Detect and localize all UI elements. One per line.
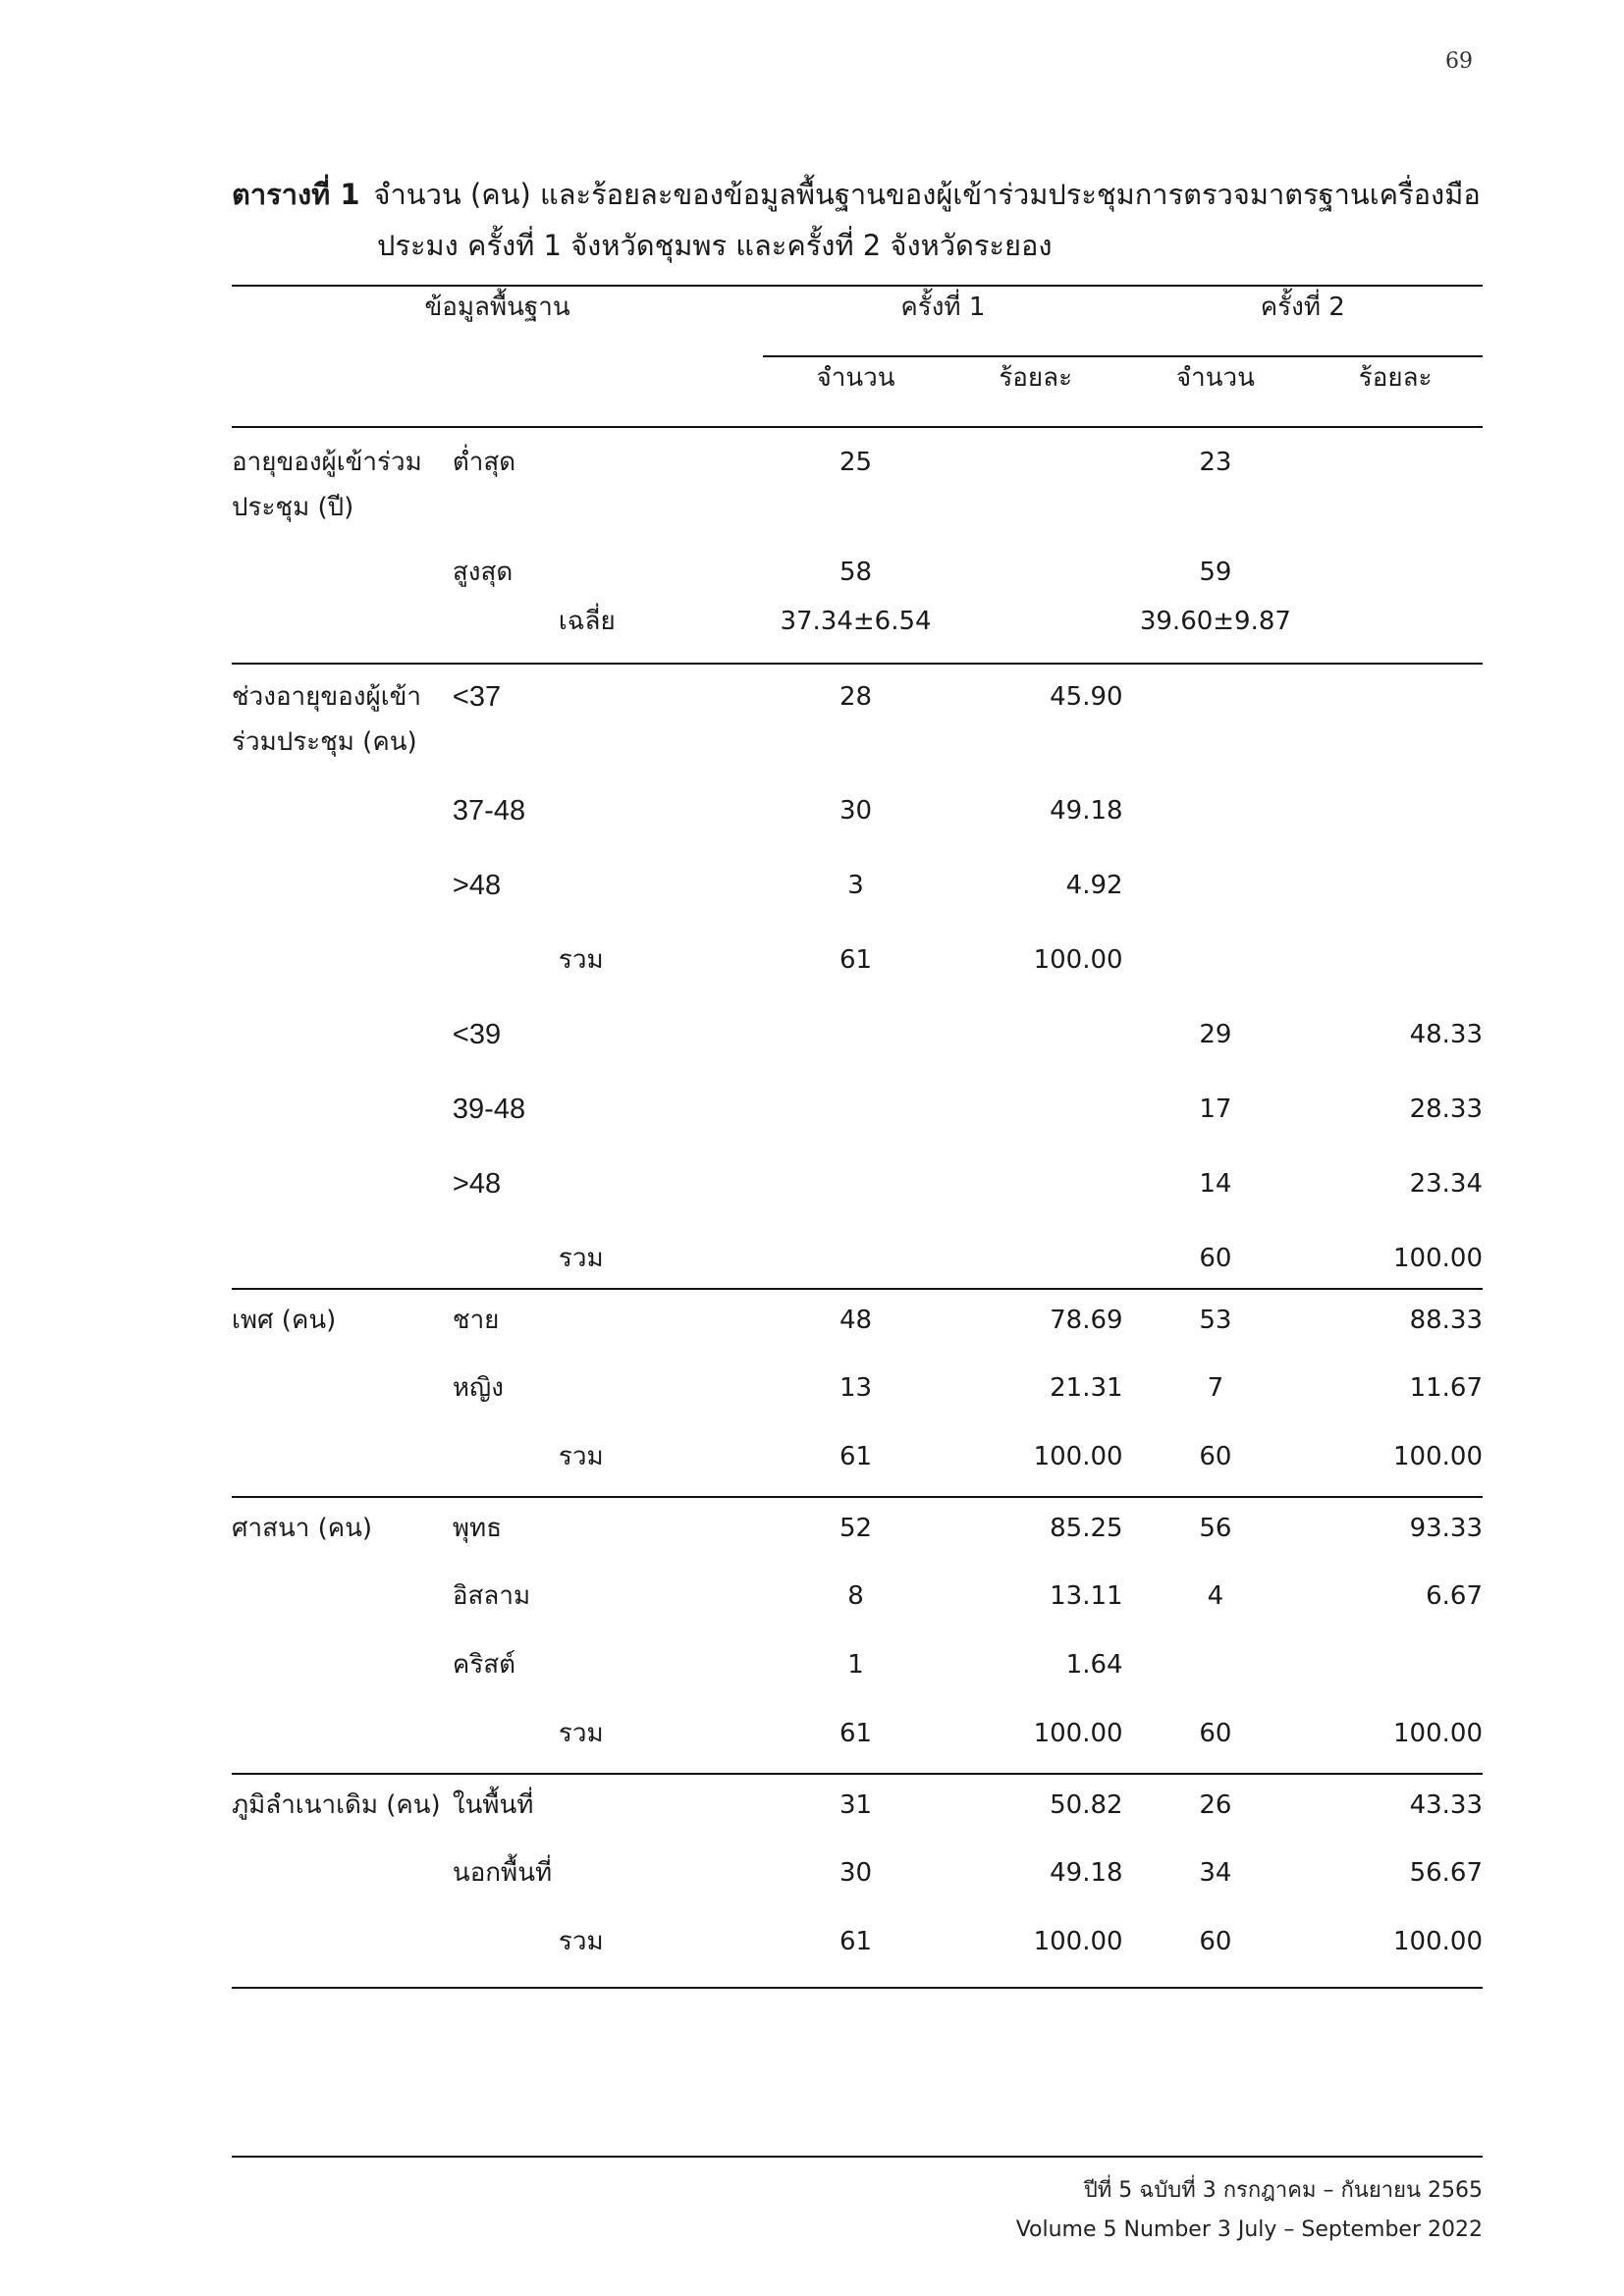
cell-count: 60 (1199, 1719, 1232, 1748)
category-age: อายุของผู้เข้าร่วมประชุม (ปี) (232, 448, 422, 522)
cell-count: 60 (1199, 1442, 1232, 1471)
cell-count: 25 (839, 448, 873, 477)
cell-percent: 50.82 (1050, 1790, 1123, 1820)
row-label: ชาย (452, 1306, 500, 1335)
category-domicile: ภูมิลำเนาเดิม (คน) (232, 1790, 441, 1820)
cell-percent: 28.33 (1409, 1095, 1483, 1124)
cell-count: 3 (847, 871, 864, 900)
row-label: >48 (452, 870, 502, 901)
header-percent-2: ร้อยละ (1358, 363, 1433, 393)
footer (1016, 2171, 1483, 2250)
cell-count: 48 (839, 1306, 873, 1335)
cell-count: 23 (1199, 448, 1232, 477)
row-label: ต่ำสุด (452, 448, 516, 477)
cell-percent: 49.18 (1050, 1858, 1123, 1888)
category-religion: ศาสนา (คน) (232, 1514, 373, 1543)
row-label-total: รวม (558, 1719, 604, 1748)
table-label: ตารางที่ 1 (232, 178, 360, 211)
cell-count: 58 (839, 558, 873, 587)
table-row (232, 1774, 1483, 1842)
header-count-1: จำนวน (816, 363, 895, 393)
category-sex: เพศ (คน) (232, 1306, 337, 1335)
cell-mean: 37.34±6.54 (780, 607, 932, 636)
table-row (232, 914, 1483, 988)
cell-percent: 49.18 (1050, 796, 1123, 826)
row-label-total: รวม (558, 1442, 604, 1471)
cell-count: 13 (839, 1373, 873, 1403)
row-label: สูงสุด (452, 558, 514, 587)
row-label: พุทธ (452, 1514, 503, 1543)
cell-percent: 93.33 (1409, 1514, 1483, 1543)
footer-thai-issue: ปีที่ 5 ฉบับที่ 3 กรกฎาคม – กันยายน 2565 (1083, 2178, 1483, 2203)
table-row (232, 599, 1483, 664)
cell-percent: 1.64 (1065, 1650, 1123, 1680)
table-row (232, 1063, 1483, 1138)
cell-percent: 6.67 (1426, 1581, 1483, 1611)
cell-percent: 85.25 (1050, 1514, 1123, 1543)
cell-count: 61 (839, 945, 873, 975)
table-row (232, 530, 1483, 599)
row-label: >48 (452, 1168, 502, 1200)
table-row (232, 1497, 1483, 1566)
cell-percent: 23.34 (1409, 1169, 1483, 1199)
table-row (232, 765, 1483, 839)
row-label: 37-48 (452, 795, 526, 827)
cell-mean: 39.60±9.87 (1139, 607, 1291, 636)
cell-percent: 78.69 (1050, 1306, 1123, 1335)
cell-count: 1 (847, 1650, 864, 1680)
row-label: <39 (452, 1019, 502, 1050)
table-row (232, 1911, 1483, 1988)
row-label: คริสต์ (452, 1650, 516, 1680)
cell-count: 61 (839, 1927, 873, 1956)
cell-percent: 4.92 (1065, 871, 1123, 900)
table-row (232, 1138, 1483, 1212)
cell-percent: 48.33 (1409, 1020, 1483, 1049)
footer-english-issue: Volume 5 Number 3 July – September 2022 (1015, 2217, 1483, 2242)
cell-percent: 45.90 (1050, 682, 1123, 712)
cell-count: 34 (1199, 1858, 1232, 1888)
header-percent-1: ร้อยละ (999, 363, 1073, 393)
row-label: อิสลาม (452, 1581, 531, 1611)
cell-count: 30 (839, 1858, 873, 1888)
table-row (232, 1703, 1483, 1774)
row-label-total: รวม (558, 945, 604, 975)
row-label: ในพื้นที่ (452, 1790, 534, 1820)
cell-percent: 100.00 (1393, 1719, 1483, 1748)
cell-count: 61 (839, 1442, 873, 1471)
cell-percent: 21.31 (1050, 1373, 1123, 1403)
footer-divider (232, 2156, 1483, 2158)
header-round-1: ครั้งที่ 1 (763, 286, 1122, 356)
data-table (232, 285, 1483, 1989)
row-label-total: รวม (558, 1244, 604, 1273)
cell-percent: 43.33 (1409, 1790, 1483, 1820)
cell-percent: 100.00 (1393, 1442, 1483, 1471)
cell-count: 17 (1199, 1095, 1232, 1124)
cell-count: 56 (1199, 1514, 1232, 1543)
cell-count: 31 (839, 1790, 873, 1820)
cell-percent: 100.00 (1033, 945, 1123, 975)
cell-count: 60 (1199, 1244, 1232, 1273)
table-row (232, 988, 1483, 1063)
cell-count: 29 (1199, 1020, 1232, 1049)
cell-count: 53 (1199, 1306, 1232, 1335)
table-row (232, 1212, 1483, 1289)
header-basic-info: ข้อมูลพื้นฐาน (424, 293, 570, 322)
caption-line-2: ประมง ครั้งที่ 1 จังหวัดชุมพร และครั้งที่ 2 จังหวัดระยอง (377, 229, 1053, 262)
table-row (232, 1289, 1483, 1358)
row-label: นอกพื้นที่ (452, 1858, 553, 1888)
cell-percent: 100.00 (1033, 1442, 1123, 1471)
cell-percent: 11.67 (1409, 1373, 1483, 1403)
cell-percent: 100.00 (1393, 1927, 1483, 1956)
row-label: เฉลี่ย (558, 607, 616, 636)
caption-line-1: จำนวน (คน) และร้อยละของข้อมูลพื้นฐานของผู้เข้าร่วมประชุมการตรวจมาตรฐานเครื่องมือ (373, 178, 1481, 211)
cell-count: 26 (1199, 1790, 1232, 1820)
table-caption (232, 169, 1498, 271)
cell-percent: 13.11 (1050, 1581, 1123, 1611)
cell-count: 59 (1199, 558, 1232, 587)
row-label-total: รวม (558, 1927, 604, 1956)
header-count-2: จำนวน (1175, 363, 1255, 393)
table-row (232, 1634, 1483, 1703)
table-row (232, 1358, 1483, 1426)
category-age-range: ช่วงอายุของผู้เข้าร่วมประชุม (คน) (232, 682, 421, 757)
cell-count: 7 (1207, 1373, 1224, 1403)
cell-percent: 100.00 (1393, 1244, 1483, 1273)
table-row (232, 1842, 1483, 1911)
table-row (232, 1566, 1483, 1634)
cell-count: 30 (839, 796, 873, 826)
cell-percent: 100.00 (1033, 1927, 1123, 1956)
cell-percent: 88.33 (1409, 1306, 1483, 1335)
row-label: <37 (452, 681, 502, 713)
cell-count: 8 (847, 1581, 864, 1611)
page-number: 69 (1445, 49, 1473, 74)
cell-percent: 100.00 (1033, 1719, 1123, 1748)
cell-count: 14 (1199, 1169, 1232, 1199)
row-label: 39-48 (452, 1094, 526, 1125)
cell-count: 4 (1207, 1581, 1224, 1611)
cell-percent: 56.67 (1409, 1858, 1483, 1888)
cell-count: 60 (1199, 1927, 1232, 1956)
cell-count: 28 (839, 682, 873, 712)
table-row (232, 664, 1483, 765)
cell-count: 61 (839, 1719, 873, 1748)
header-round-2: ครั้งที่ 2 (1123, 286, 1483, 356)
cell-count: 52 (839, 1514, 873, 1543)
row-label: หญิง (452, 1373, 504, 1403)
table-row (232, 1426, 1483, 1497)
table-row (232, 427, 1483, 530)
table-row (232, 839, 1483, 914)
